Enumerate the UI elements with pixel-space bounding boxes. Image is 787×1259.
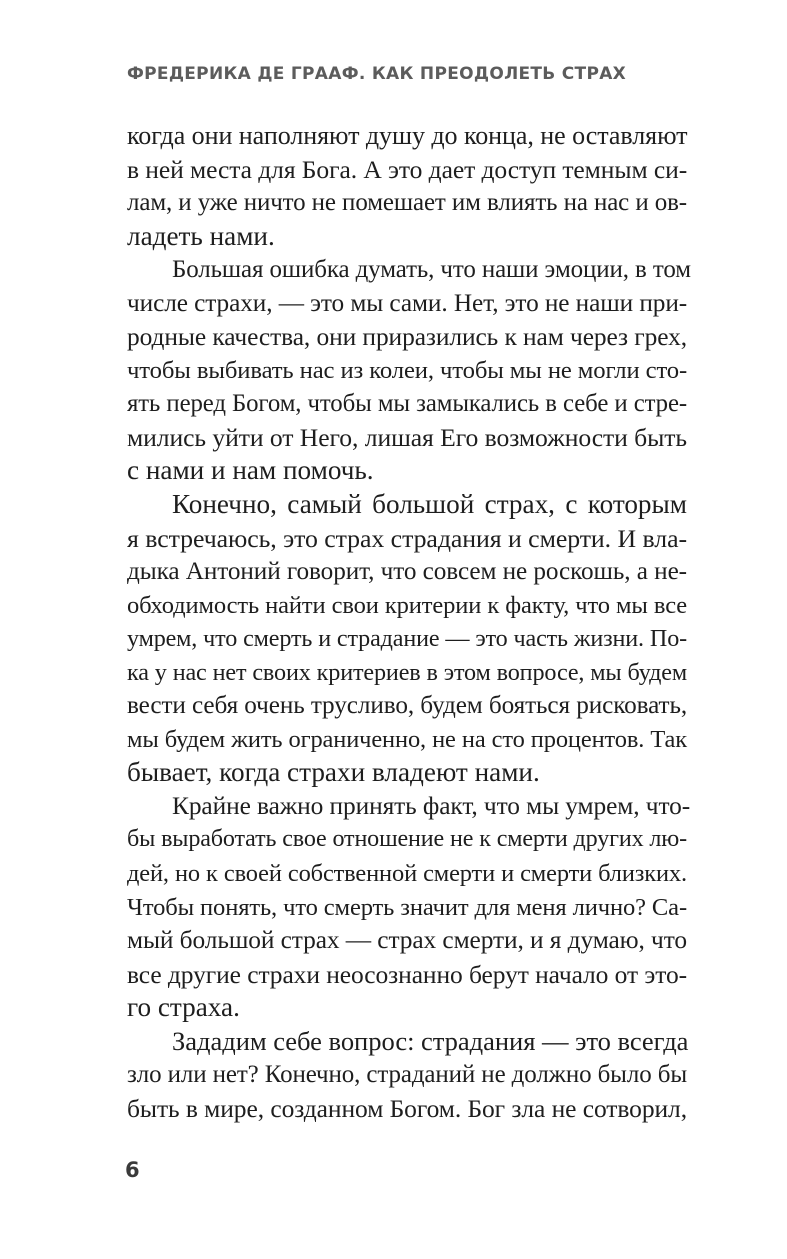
text-line: Зададим себе вопрос: страдания — это всегда: [172, 1025, 689, 1056]
body-text: [127, 119, 691, 1125]
paragraph-4: [127, 790, 691, 1025]
text-line: бывает, когда страхи владеют нами.: [127, 757, 540, 788]
text-line: бы выработать свое отношение не к смерти других лю-: [127, 826, 687, 853]
paragraph-2: [127, 253, 691, 488]
text-line: зло или нет? Конечно, страданий не должно было бы: [127, 1061, 687, 1089]
text-line: Большая ошибка думать, что наши эмоции, в том: [172, 256, 691, 284]
text-line: обходимость найти свои критерии к факту, что мы все: [127, 591, 687, 619]
paragraph-3: [127, 488, 687, 790]
paragraph-5: [127, 1025, 687, 1126]
text-line: вести себя очень трусливо, будем бояться рисковать,: [127, 692, 688, 720]
text-line: чтобы выбивать нас из колеи, чтобы мы не могли сто-: [127, 356, 688, 384]
text-line: дей, но к своей собственной смерти и смерти близких.: [127, 860, 687, 888]
text-line: все другие страхи неосознанно берут начало от это-: [127, 959, 687, 989]
text-line: ладеть нами.: [127, 220, 275, 251]
text-line: я встречаюсь, это страх страдания и смерти. И вла-: [127, 523, 687, 553]
paragraph-1: [127, 119, 687, 253]
text-line: когда они наполняют душу до конца, не оставляют: [127, 121, 688, 150]
page-number: 6: [125, 1158, 140, 1182]
text-line: го страха.: [127, 992, 240, 1023]
text-line: мились уйти от Него, лишая Его возможности быть: [127, 422, 687, 452]
text-line: ка у нас нет своих критериев в этом вопросе, мы будем: [127, 658, 687, 686]
text-line: ять перед Богом, чтобы мы замыкались в себе и стре-: [127, 390, 687, 418]
text-line: мы будем жить ограниченно, не на сто процентов. Так: [127, 725, 687, 753]
running-head: ФРЕДЕРИКА ДЕ ГРААФ. КАК ПРЕОДОЛЕТЬ СТРАХ: [127, 64, 627, 84]
text-line: Крайне важно принять факт, что мы умрем, что-: [172, 791, 691, 820]
text-line: лам, и уже ничто не помешает им влиять на нас и ов-: [127, 189, 687, 217]
text-line: дыка Антоний говорит, что совсем не роскошь, а не-: [127, 558, 687, 586]
text-line: родные качества, они приразились к нам через грех,: [127, 322, 687, 352]
text-line: с нами и нам помочь.: [127, 455, 374, 486]
text-line: мый большой страх — страх смерти, и я думаю, что: [127, 926, 687, 955]
text-line: Конечно, самый большой страх, с которым: [172, 489, 687, 520]
text-line: Чтобы понять, что смерть значит для меня лично? Са-: [127, 893, 687, 921]
text-line: умрем, что смерть и страдание — это часть жизни. По-: [127, 625, 687, 653]
text-line: быть в мире, созданном Богом. Бог зла не сотворил,: [127, 1093, 687, 1123]
text-line: числе страхи, — это мы сами. Нет, это не наши при-: [127, 288, 688, 317]
text-line: в ней места для Бога. А это дает доступ темным си-: [127, 154, 688, 184]
